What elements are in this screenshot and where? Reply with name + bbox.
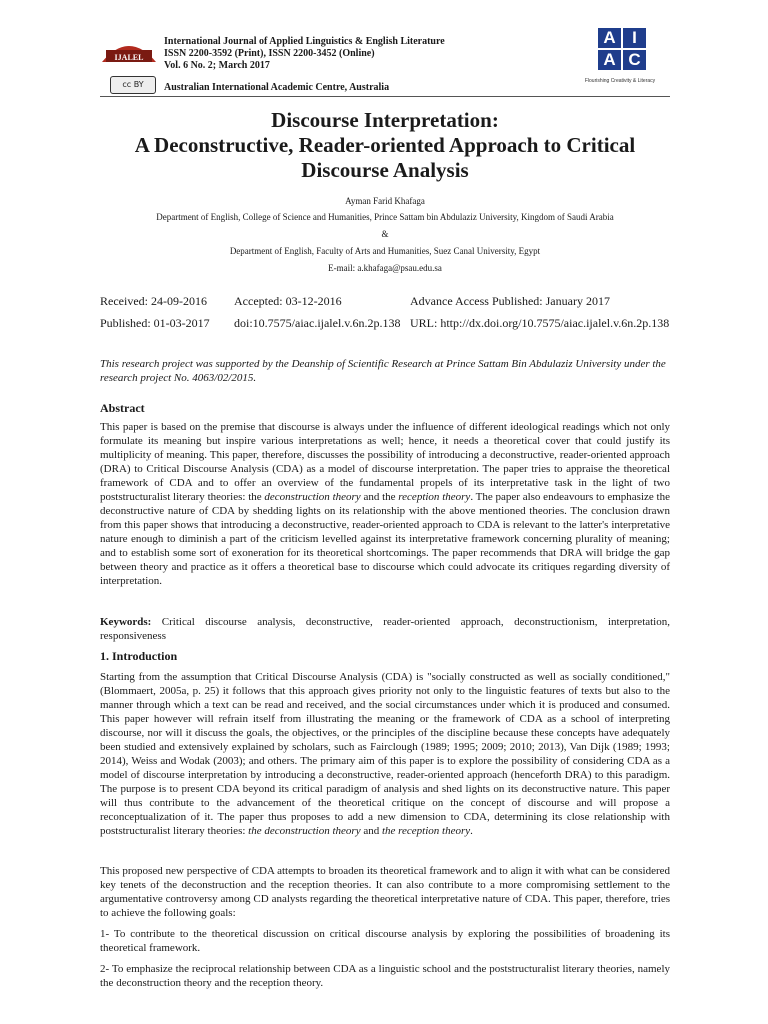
aiac-letter: A [598, 28, 621, 48]
publisher-name: Australian International Academic Centre, Australia [164, 82, 390, 93]
intro-part: . [470, 825, 473, 837]
title-line: Discourse Analysis [301, 158, 469, 182]
journal-volume: Vol. 6 No. 2; March 2017 [164, 60, 270, 71]
cc-license-badge[interactable]: cc BY [110, 76, 156, 94]
aiac-tagline: Flourishing Creativity & Literacy [584, 78, 656, 84]
journal-logo-text: IJALEL [114, 53, 144, 62]
journal-logo-icon [100, 36, 158, 66]
aiac-letter: I [623, 28, 646, 48]
affiliation-2: Department of English, Faculty of Arts and Humanities, Suez Canal University, Egypt [229, 246, 541, 256]
url-link[interactable]: URL: http://dx.doi.org/10.7575/aiac.ijalel.v.6n.2p.138 [410, 316, 670, 330]
journal-info [164, 36, 445, 72]
author-name: Ayman Farid Khafaga [345, 196, 425, 206]
abstract-heading: Abstract [100, 401, 145, 415]
affiliation-1: Department of English, College of Science and Humanities, Prince Sattam bin Abdulaziz University, Kingdom of Saudi Arabia [156, 212, 614, 222]
keywords-label: Keywords: [100, 616, 152, 628]
ampersand: & [381, 229, 389, 239]
abstract-part: and the [360, 491, 399, 503]
goal-2: 2- To emphasize the reciprocal relationship between CDA as a linguistic school and the poststructuralist literary theories, namely the deconstruction theory and the reception theory. [100, 963, 670, 989]
funding-statement: This research project was supported by the Deanship of Scientific Research at Prince Sattam Bin Abdulaziz University under the research project No. 4063/02/2015. [100, 358, 666, 384]
advance-access-date: Advance Access Published: January 2017 [410, 294, 610, 308]
abstract-part: This paper is based on the premise that discourse is always under the influence of different ideological readings which not only formulate its meaning but inspire various interpretations as well; hence, it needs a theoretical cover that could justify its multiplicity of meaning. This paper, therefore, discusses the possibility of introducing a deconstructive, reader-oriented approach (DRA) to Critical Discourse Analysis (CDA) as a model of discourse interpretation. The paper tries to appraise the theoretical framework of CDA and to offer an overview of the fundamental propels of its interpretative task in the light of two poststructuralist literary theories: the [100, 421, 670, 503]
intro-term: the deconstruction theory [248, 825, 361, 837]
published-date: Published: 01-03-2017 [100, 316, 210, 330]
abstract-term: deconstruction theory [264, 491, 361, 503]
author-email[interactable]: E-mail: a.khafaga@psau.edu.sa [328, 263, 442, 273]
intro-paragraph-1 [100, 670, 670, 838]
abstract-text [100, 420, 670, 588]
accepted-date: Accepted: 03-12-2016 [234, 294, 342, 308]
journal-issn: ISSN 2200-3592 (Print), ISSN 2200-3452 (Online) [164, 48, 375, 59]
doi-link[interactable]: doi:10.7575/aiac.ijalel.v.6n.2p.138 [234, 316, 401, 330]
intro-part: Starting from the assumption that Critical Discourse Analysis (CDA) is "socially constructed as well as socially conditioned," (Blommaert, 2005a, p. 25) it follows that this approach gives priority not only to the linguistic features of texts but also to the manner through which a text can be read and received, and the social circumstances under which it is produced and consumed. This paper however will refrain itself from illustrating the meaning or the framework of CDA as a school of interpreting discourse, nor will it discuss the goals, the objectives, or the principles of the discipline because these concepts have adequately been studied and extensively explained by scholars, such as Fairclough (1989; 1995; 2009; 2010; 2013), Van Dijk (1989; 1993; 2014), Weiss and Wodak (2003); and others. The primary aim of this paper is to explore the possibility of considering CDA as a model of discourse interpretation by introducing a deconstructive, reader-oriented approach (henceforth DRA) to this paradigm. The purpose is to present CDA beyond its critical paradigm of analysis and shed lights on its deconstructive nature. This paper will thus contribute to the advancement of the theoretical critique on the concept of discourse and will propose a reconceptualization of it. The paper thus proposes to add a new dimension to CDA, determining its close relationship with poststructuralist literary theories: [100, 671, 670, 837]
keywords-text: Critical discourse analysis, deconstructive, reader-oriented approach, deconstructionism, interpretation, responsiveness [100, 616, 670, 642]
abstract-part: . The paper also endeavours to emphasize the deconstructive nature of CDA by shedding lights on its relationship with the above mentioned theories. The conclusion drawn from this paper shows that introducing a deconstructive, reader-oriented approach to CDA is relevant to the latter's interpretative nature enough to diminish a part of the criticism levelled against its interpretative framework concerning plurality of meaning; and to establish some sort of exoneration for its theoretical shortcomings. The paper recommends that DRA will bridge the gap between theory and practice as it offers a theoretical base to discourse which could advocate its critiques regarding diversity of interpretation. [100, 491, 670, 587]
received-date: Received: 24-09-2016 [100, 294, 207, 308]
title-line: A Deconstructive, Reader-oriented Approach to Critical [134, 133, 636, 157]
introduction-heading: 1. Introduction [100, 649, 178, 663]
goal-1: 1- To contribute to the theoretical discussion on critical discourse analysis by exploring the possibilities of broadening its theoretical framework. [100, 928, 670, 954]
journal-name: International Journal of Applied Linguistics & English Literature [164, 36, 445, 47]
abstract-term: reception theory [398, 491, 471, 503]
header-divider [100, 96, 670, 97]
title-line: Discourse Interpretation: [271, 108, 499, 132]
journal-header [100, 28, 670, 98]
intro-paragraph-2: This proposed new perspective of CDA attempts to broaden its theoretical framework and to align it with what can be considered key tenets of the deconstruction and the reception theories. It can also contribute to a more compromising settlement to the argumentative controversy among CD analysts regarding the theoretical interpretative nature of CDA. This paper, therefore, tries to achieve the following goals: [100, 865, 670, 919]
intro-part: and [360, 825, 382, 837]
intro-term: the reception theory [381, 825, 471, 837]
article-title [100, 108, 670, 183]
aiac-letter: A [598, 50, 621, 70]
aiac-letter: C [623, 50, 646, 70]
keywords [100, 615, 670, 643]
